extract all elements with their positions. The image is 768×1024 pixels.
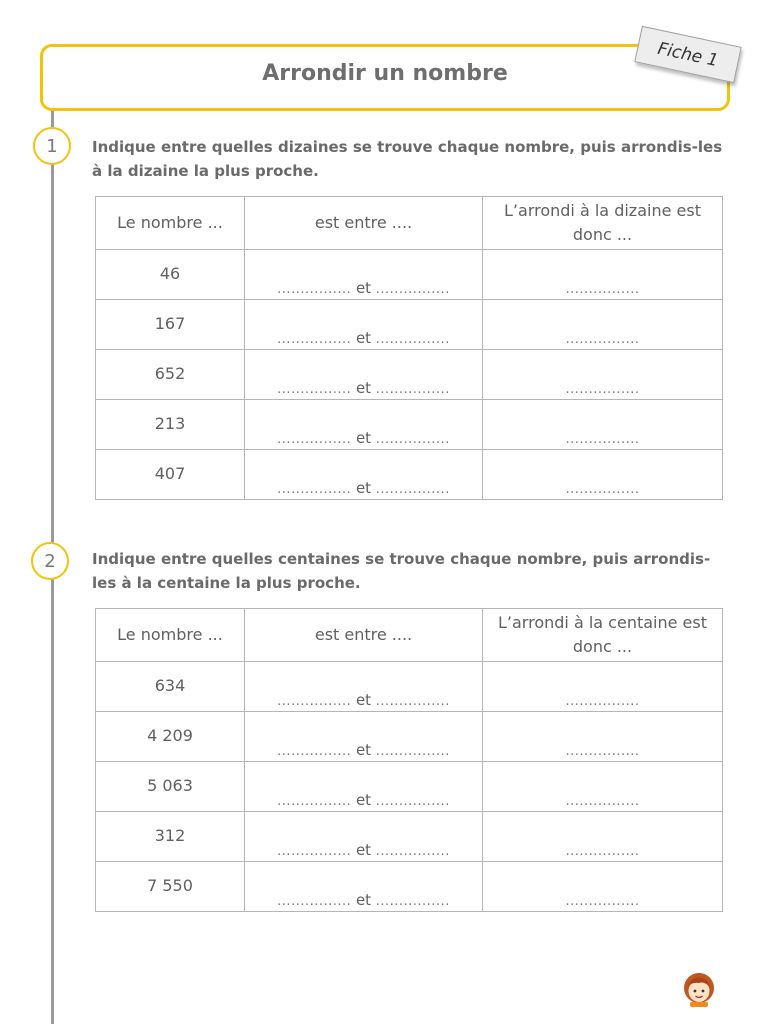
rounded-blank <box>483 432 722 447</box>
table-row <box>96 762 723 812</box>
blank-dots: ................ <box>565 282 640 297</box>
number-cell <box>96 712 245 762</box>
blank-dots: ................ <box>565 382 640 397</box>
blank-dots: ................ <box>375 332 450 347</box>
rounded-answer-cell[interactable] <box>483 862 723 912</box>
et-label: et <box>355 279 372 297</box>
blank-dots: ................ <box>277 332 352 347</box>
blank-dots: ................ <box>277 794 352 809</box>
number-cell <box>96 812 245 862</box>
et-label: et <box>355 691 372 709</box>
title-box <box>40 44 730 111</box>
exercise-1-instruction: Indique entre quelles dizaines se trouve chaque nombre, puis arrondis-les à la dizaine la plus proche. <box>92 138 723 180</box>
between-answer-cell[interactable] <box>245 712 483 762</box>
blank-dots: ................ <box>277 894 352 909</box>
between-answer-cell[interactable] <box>245 400 483 450</box>
et-label: et <box>355 841 372 859</box>
table-row <box>96 450 723 500</box>
number-value: 634 <box>154 676 186 695</box>
rounded-blank <box>483 844 722 859</box>
number-cell <box>96 350 245 400</box>
blank-dots: ................ <box>375 744 450 759</box>
number-value: 5 063 <box>147 776 193 795</box>
rounded-answer-cell[interactable] <box>483 762 723 812</box>
table-row <box>96 812 723 862</box>
rounded-answer-cell[interactable] <box>483 812 723 862</box>
exercise-2-instruction: Indique entre quelles centaines se trouve chaque nombre, puis arrondis-les à la centaine la plus proche. <box>92 550 711 592</box>
rounded-answer-cell[interactable] <box>483 250 723 300</box>
exercise-1-table <box>95 196 723 500</box>
page-title: Arrondir un nombre <box>262 61 508 86</box>
blank-dots: ................ <box>565 844 640 859</box>
table-row <box>96 400 723 450</box>
et-label: et <box>355 429 372 447</box>
sheet-tag: Fiche 1 <box>634 26 741 83</box>
et-label: et <box>355 791 372 809</box>
table-row <box>96 300 723 350</box>
blank-dots: ................ <box>565 894 640 909</box>
number-value: 652 <box>154 364 186 383</box>
table-header-row <box>96 197 723 250</box>
blank-dots: ................ <box>565 482 640 497</box>
number-cell <box>96 250 245 300</box>
exercise-2-table <box>95 608 723 912</box>
between-blank <box>245 791 482 809</box>
between-answer-cell[interactable] <box>245 450 483 500</box>
number-cell <box>96 300 245 350</box>
et-label: et <box>355 891 372 909</box>
rounded-blank <box>483 332 722 347</box>
between-blank <box>245 741 482 759</box>
blank-dots: ................ <box>277 482 352 497</box>
rounded-blank <box>483 482 722 497</box>
rounded-blank <box>483 282 722 297</box>
number-value: 4 209 <box>147 726 193 745</box>
blank-dots: ................ <box>375 282 450 297</box>
between-blank <box>245 379 482 397</box>
blank-dots: ................ <box>565 694 640 709</box>
rounded-answer-cell[interactable] <box>483 350 723 400</box>
blank-dots: ................ <box>375 894 450 909</box>
header-rounded: L’arrondi à la dizaine est donc ... <box>483 197 723 250</box>
rounded-answer-cell[interactable] <box>483 400 723 450</box>
blank-dots: ................ <box>277 432 352 447</box>
blank-dots: ................ <box>375 482 450 497</box>
rounded-blank <box>483 694 722 709</box>
between-answer-cell[interactable] <box>245 662 483 712</box>
rounded-answer-cell[interactable] <box>483 300 723 350</box>
table-row <box>96 662 723 712</box>
et-label: et <box>355 741 372 759</box>
number-cell <box>96 862 245 912</box>
number-value: 7 550 <box>147 876 193 895</box>
between-blank <box>245 429 482 447</box>
rounded-answer-cell[interactable] <box>483 712 723 762</box>
between-blank <box>245 479 482 497</box>
number-value: 312 <box>154 826 186 845</box>
exercise-1-number: 1 <box>33 127 71 165</box>
blank-dots: ................ <box>277 382 352 397</box>
between-answer-cell[interactable] <box>245 862 483 912</box>
rounded-blank <box>483 794 722 809</box>
between-blank <box>245 841 482 859</box>
blank-dots: ................ <box>375 432 450 447</box>
number-cell <box>96 450 245 500</box>
number-cell <box>96 662 245 712</box>
table-header-row <box>96 609 723 662</box>
header-number: Le nombre ... <box>96 609 245 662</box>
number-cell <box>96 400 245 450</box>
header-number: Le nombre ... <box>96 197 245 250</box>
blank-dots: ................ <box>375 794 450 809</box>
blank-dots: ................ <box>375 694 450 709</box>
between-blank <box>245 279 482 297</box>
header-between: est entre .... <box>245 609 483 662</box>
blank-dots: ................ <box>277 282 352 297</box>
number-value: 407 <box>154 464 186 483</box>
table-row <box>96 862 723 912</box>
between-answer-cell[interactable] <box>245 350 483 400</box>
blank-dots: ................ <box>375 844 450 859</box>
girl-face-icon <box>680 970 718 1008</box>
rounded-blank <box>483 894 722 909</box>
rounded-answer-cell[interactable] <box>483 662 723 712</box>
between-answer-cell[interactable] <box>245 250 483 300</box>
between-answer-cell[interactable] <box>245 812 483 862</box>
between-answer-cell[interactable] <box>245 762 483 812</box>
et-label: et <box>355 329 372 347</box>
between-blank <box>245 329 482 347</box>
blank-dots: ................ <box>565 432 640 447</box>
blank-dots: ................ <box>277 744 352 759</box>
header-rounded: L’arrondi à la centaine est donc ... <box>483 609 723 662</box>
number-value: 213 <box>154 414 186 433</box>
blank-dots: ................ <box>565 332 640 347</box>
number-cell <box>96 762 245 812</box>
number-value: 46 <box>159 264 181 283</box>
rounded-answer-cell[interactable] <box>483 450 723 500</box>
et-label: et <box>355 479 372 497</box>
number-value: 167 <box>154 314 186 333</box>
exercise-2-number: 2 <box>31 542 69 580</box>
rounded-blank <box>483 744 722 759</box>
table-row <box>96 712 723 762</box>
rounded-blank <box>483 382 722 397</box>
between-answer-cell[interactable] <box>245 300 483 350</box>
between-blank <box>245 691 482 709</box>
blank-dots: ................ <box>375 382 450 397</box>
et-label: et <box>355 379 372 397</box>
between-blank <box>245 891 482 909</box>
header-between: est entre .... <box>245 197 483 250</box>
blank-dots: ................ <box>565 744 640 759</box>
blank-dots: ................ <box>277 694 352 709</box>
table-row <box>96 250 723 300</box>
table-row <box>96 350 723 400</box>
blank-dots: ................ <box>565 794 640 809</box>
blank-dots: ................ <box>277 844 352 859</box>
